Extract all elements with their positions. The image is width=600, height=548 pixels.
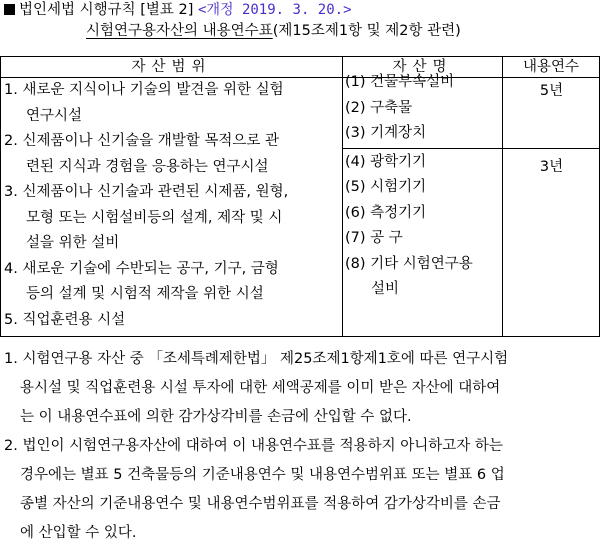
scope-line: 5. 직업훈련용 시설 (4, 311, 126, 328)
useful-life-5: 5년 (539, 83, 564, 99)
note-line: 종별 자산의 기준내용연수 및 내용연수범위표를 적용하여 감가상각비를 손금 (20, 496, 501, 512)
note-line: 에 산입할 수 있다. (20, 525, 137, 541)
table-left-border (0, 56, 1, 337)
scope-line: 련된 지식과 경험을 응용하는 연구시설 (26, 158, 269, 175)
asset-line: (7) 공 구 (345, 230, 403, 246)
asset-line: (4) 광학기기 (345, 153, 427, 170)
note-line: 경우에는 별표 5 건축물등의 기준내용연수 및 내용연수범위표 또는 별표 6 업 (20, 467, 505, 483)
note-line: 는 이 내용연수표에 의한 감가상각비를 손금에 산입할 수 없다. (20, 409, 412, 425)
title-reference: (제15조제1항 및 제2항 관련) (272, 23, 461, 39)
table-bottom-border (0, 336, 600, 337)
scope-line: 설을 위한 설비 (26, 235, 120, 251)
header-asset-name: 자산명 (392, 59, 453, 75)
scope-line: 등의 설계 및 시험적 제작을 위한 시설 (26, 286, 264, 302)
note-line: 용시설 및 직업훈련용 시설 투자에 대한 세액공제를 이미 받은 자산에 대하여 (20, 380, 501, 396)
asset-line: 설비 (371, 281, 400, 297)
page-title (86, 21, 461, 41)
notes-section (4, 345, 596, 548)
header-asset-scope: 자산범위 (131, 59, 212, 75)
asset-line: (6) 측정기기 (345, 204, 427, 221)
header-title: 법인세법 시행규칙 [별표 2] (19, 2, 194, 18)
scope-line: 모형 또는 시험설비등의 설계, 제작 및 시 (26, 209, 283, 226)
note-line: 1. 시험연구용 자산 중 「조세특례제한법」 제25조제1항제1호에 따른 연구시험 (4, 351, 509, 367)
asset-line: (5) 시험기기 (345, 179, 427, 195)
scope-line: 2. 신제품이나 신기술을 개발할 목적으로 관 (4, 133, 279, 149)
asset-line: (2) 구축물 (345, 99, 413, 116)
asset-line: (1) 건물부속설비 (345, 74, 455, 90)
document-header (4, 0, 352, 20)
asset-line: (8) 기타 시험연구용 (345, 255, 473, 272)
scope-line: 연구시설 (26, 107, 83, 124)
scope-line: 1. 새로운 지식이나 기술의 발견을 위한 실험 (4, 82, 284, 98)
asset-scope-column (4, 78, 338, 333)
header-useful-life: 내용연수 (522, 59, 580, 75)
asset-line: (3) 기계장치 (345, 125, 427, 141)
note-line: 2. 법인이 시험연구용자산에 대하여 이 내용연수표를 적용하지 아니하고자 하는 (4, 438, 503, 454)
black-square-icon (4, 4, 15, 15)
title-main: 시험연구용자산의 내용연수표 (86, 23, 273, 39)
useful-life-3: 3년 (539, 159, 564, 175)
scope-line: 4. 새로운 기술에 수반되는 공구, 기구, 금형 (4, 260, 279, 277)
table-divider-1 (342, 56, 343, 337)
scope-line: 3. 신제품이나 신기술과 관련된 시제품, 원형, (4, 184, 289, 200)
revision-date: <개정 2019. 3. 20.> (198, 2, 352, 18)
asset-name-column (345, 70, 503, 303)
